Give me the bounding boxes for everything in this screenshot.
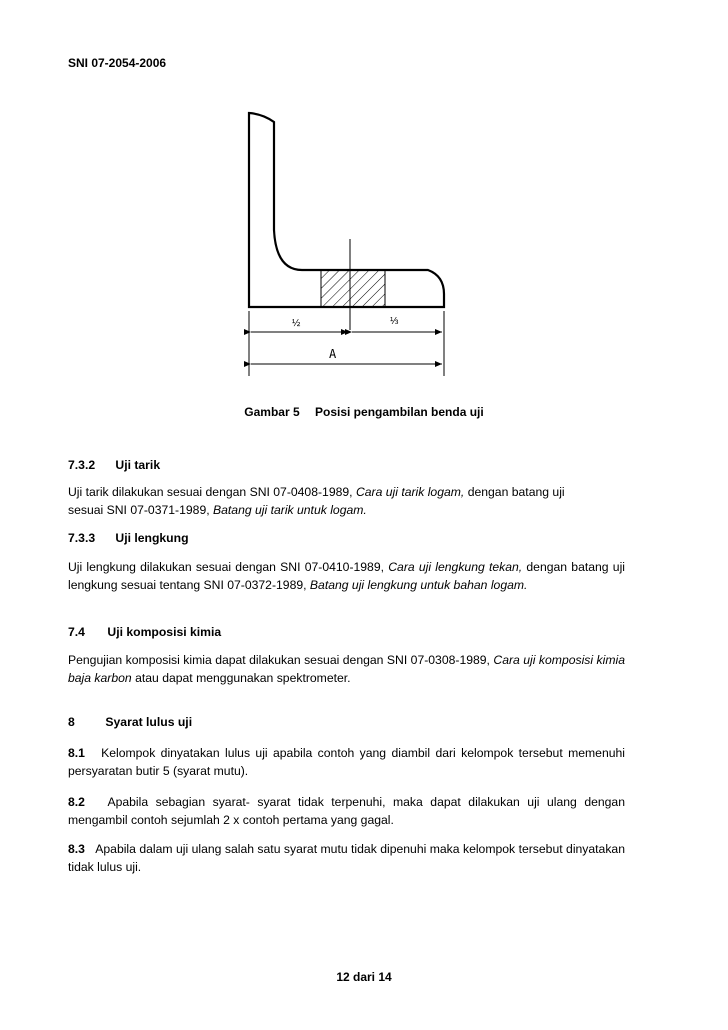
text-run: Uji lengkung dilakukan sesuai dengan SNI 07-0410-1989, <box>68 560 389 574</box>
text-run: Uji tarik dilakukan sesuai dengan SNI 07-0408-1989, <box>68 485 356 499</box>
clause-8-2 <box>68 793 625 829</box>
section-title: Uji lengkung <box>115 531 189 545</box>
clause-text: Kelompok dinyatakan lulus uji apabila contoh yang diambil dari kelompok tersebut memenuhi persyaratan butir 5 (syarat mutu). <box>68 746 625 778</box>
clause-8-3 <box>68 840 625 876</box>
label-half: ½ <box>292 318 301 329</box>
label-third: ⅓ <box>390 316 399 327</box>
text-run: Pengujian komposisi kimia dapat dilakukan sesuai dengan SNI 07-0308-1989, <box>68 653 494 667</box>
italic-run: Batang uji tarik untuk logam. <box>213 503 367 517</box>
section-number: 8 <box>68 715 75 729</box>
clause-number: 8.1 <box>68 746 85 760</box>
clause-text: Apabila dalam uji ulang salah satu syarat mutu tidak dipenuhi maka kelompok tersebut dinyatakan tidak lulus uji. <box>68 842 625 874</box>
section-number: 7.3.3 <box>68 531 96 545</box>
section-7-4-heading <box>68 625 221 639</box>
section-title: Syarat lulus uji <box>105 715 193 729</box>
clause-8-1 <box>68 744 625 780</box>
section-7-4-paragraph <box>68 651 625 687</box>
italic-run: Cara uji tarik logam, <box>355 485 465 499</box>
clause-text: Apabila sebagian syarat- syarat tidak terpenuhi, maka dapat dilakukan uji ulang dengan mengambil contoh sejumlah 2 x contoh pertama yang gagal. <box>68 795 625 827</box>
angle-profile-drawing <box>232 100 458 390</box>
text-run: atau dapat menggunakan spektrometer. <box>131 671 351 685</box>
section-title: Uji komposisi kimia <box>107 625 222 639</box>
section-title: Uji tarik <box>115 458 161 472</box>
italic-run: Batang uji lengkung untuk bahan logam. <box>309 578 528 592</box>
italic-run: Cara uji komposisi kimia baja karbon <box>68 653 625 685</box>
section-7-3-2-paragraph <box>68 483 625 519</box>
document-id-header: SNI 07-2054-2006 <box>68 56 167 70</box>
label-a: A <box>329 347 337 361</box>
section-number: 7.4 <box>68 625 85 639</box>
section-7-3-2-heading <box>68 458 160 472</box>
specimen-zone <box>321 270 385 307</box>
angle-profile-figure <box>232 100 458 390</box>
section-8-heading <box>68 715 192 729</box>
section-7-3-3-paragraph <box>68 558 625 594</box>
section-number: 7.3.2 <box>68 458 96 472</box>
figure-caption <box>0 405 728 419</box>
section-7-3-3-heading <box>68 531 189 545</box>
figure-caption-number: Gambar 5 <box>244 405 300 419</box>
clause-number: 8.2 <box>68 795 85 809</box>
clause-number: 8.3 <box>68 842 85 856</box>
figure-caption-text: Posisi pengambilan benda uji <box>315 405 484 419</box>
text-run: dengan batang uji <box>464 485 565 499</box>
italic-run: Cara uji lengkung tekan, <box>388 560 523 574</box>
text-run: dengan batang uji lengkung sesuai tentang SNI 07-0372-1989, <box>68 560 625 592</box>
page-number: 12 dari 14 <box>336 970 392 984</box>
text-run: sesuai SNI 07-0371-1989, <box>68 503 213 517</box>
